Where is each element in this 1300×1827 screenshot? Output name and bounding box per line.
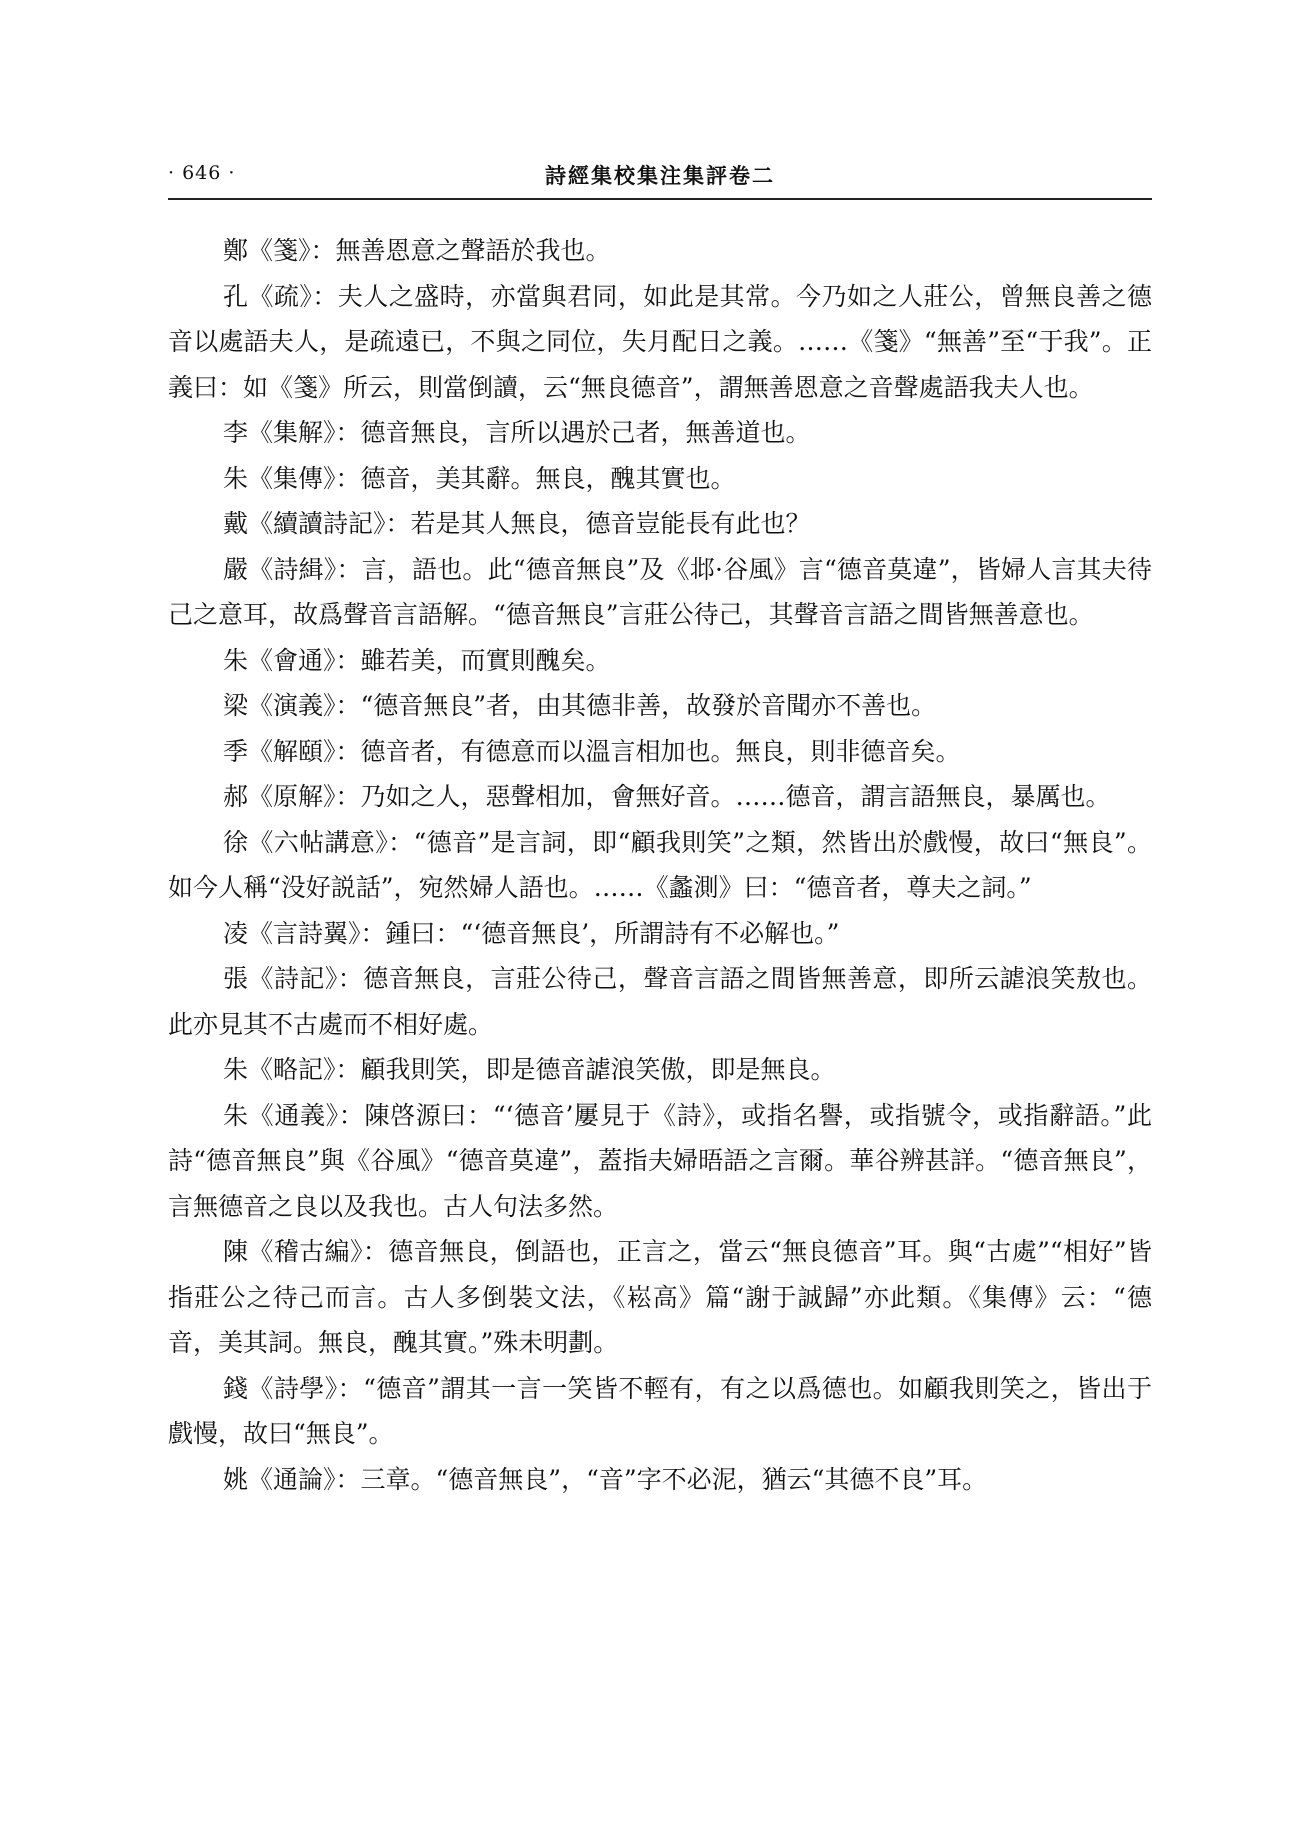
commentary-paragraph: 孔《疏》：夫人之盛時，亦當與君同，如此是其常。今乃如之人莊公，曾無良善之德音以處語夫人，是疏遠已，不與之同位，失月配日之義。……《箋》“無善”至“于我”。正義曰：如《箋》所云，則當倒讀，云“無良德音”，謂無善恩意之音聲處語我夫人也。 [168, 281, 1152, 402]
running-title: 詩經集校集注集評卷二 [545, 163, 775, 188]
commentary-paragraph: 陳《稽古編》：德音無良，倒語也，正言之，當云“無良德音”耳。與“古處”“相好”皆指莊公之待己而言。古人多倒裝文法，《崧高》篇“謝于誠歸”亦此類。《集傳》云：“德音，美其詞。無良，醜其實。”殊未明劃。 [168, 1237, 1152, 1357]
commentary-paragraph: 朱《通義》：陳啓源曰：“‘德音’屢見于《詩》，或指名譽，或指號令，或指辭語。”此詩“德音無良”與《谷風》“德音莫違”，蓋指夫婦晤語之言爾。華谷辨甚詳。“德音無良”，言無德音之良以及我也。古人句法多然。 [168, 1100, 1152, 1221]
commentary-paragraph: 季《解頤》：德音者，有德意而以溫言相加也。無良，則非德音矣。 [223, 736, 961, 766]
commentary-paragraph: 朱《略記》：顧我則笑，即是德音謔浪笑傲，即是無良。 [223, 1055, 836, 1084]
commentary-paragraph: 鄭《箋》：無善恩意之聲語於我也。 [223, 236, 611, 265]
commentary-paragraph: 姚《通論》：三章。“德音無良”，“音”字不必泥，猶云“其德不良”耳。 [223, 1464, 988, 1494]
commentary-paragraph: 郝《原解》：乃如之人，惡聲相加，會無好音。……德音，謂言語無良，暴厲也。 [223, 782, 1111, 811]
commentary-paragraph: 朱《會通》：雖若美，而實則醜矣。 [223, 645, 611, 675]
commentary-paragraph: 錢《詩學》：“德音”謂其一言一笑皆不輕有，有之以爲德也。如顧我則笑之，皆出于戲慢，故曰“無良”。 [168, 1373, 1152, 1448]
page-header [168, 158, 1152, 200]
commentary-paragraph: 徐《六帖講意》：“德音”是言詞，即“顧我則笑”之類，然皆出於戲慢，故曰“無良”。如今人稱“没好説話”，宛然婦人語也。……《蠡測》曰：“德音者，尊夫之詞。” [168, 827, 1152, 902]
commentary-paragraph: 張《詩記》：德音無良，言莊公待己，聲音言語之間皆無善意，即所云謔浪笑敖也。此亦見其不古處而不相好處。 [168, 964, 1152, 1039]
commentary-paragraph: 李《集解》：德音無良，言所以遇於己者，無善道也。 [223, 418, 811, 447]
commentary-paragraph: 嚴《詩緝》：言，語也。此“德音無良”及《邶·谷風》言“德音莫違”，皆婦人言其夫待己之意耳，故爲聲音言語解。“德音無良”言莊公待己，其聲音言語之間皆無善意也。 [168, 554, 1152, 629]
page-number: · 646 · [168, 162, 236, 184]
commentary-paragraph: 戴《續讀詩記》：若是其人無良，德音豈能長有此也？ [223, 509, 811, 538]
commentary-paragraph: 梁《演義》：“德音無良”者，由其德非善，故發於音聞亦不善也。 [223, 691, 937, 720]
commentary-paragraph: 凌《言詩翼》：鍾曰：“‘德音無良’，所謂詩有不必解也。” [223, 918, 840, 948]
body-text [168, 228, 1152, 1502]
commentary-paragraph: 朱《集傳》：德音，美其辭。無良，醜其實也。 [223, 463, 736, 493]
